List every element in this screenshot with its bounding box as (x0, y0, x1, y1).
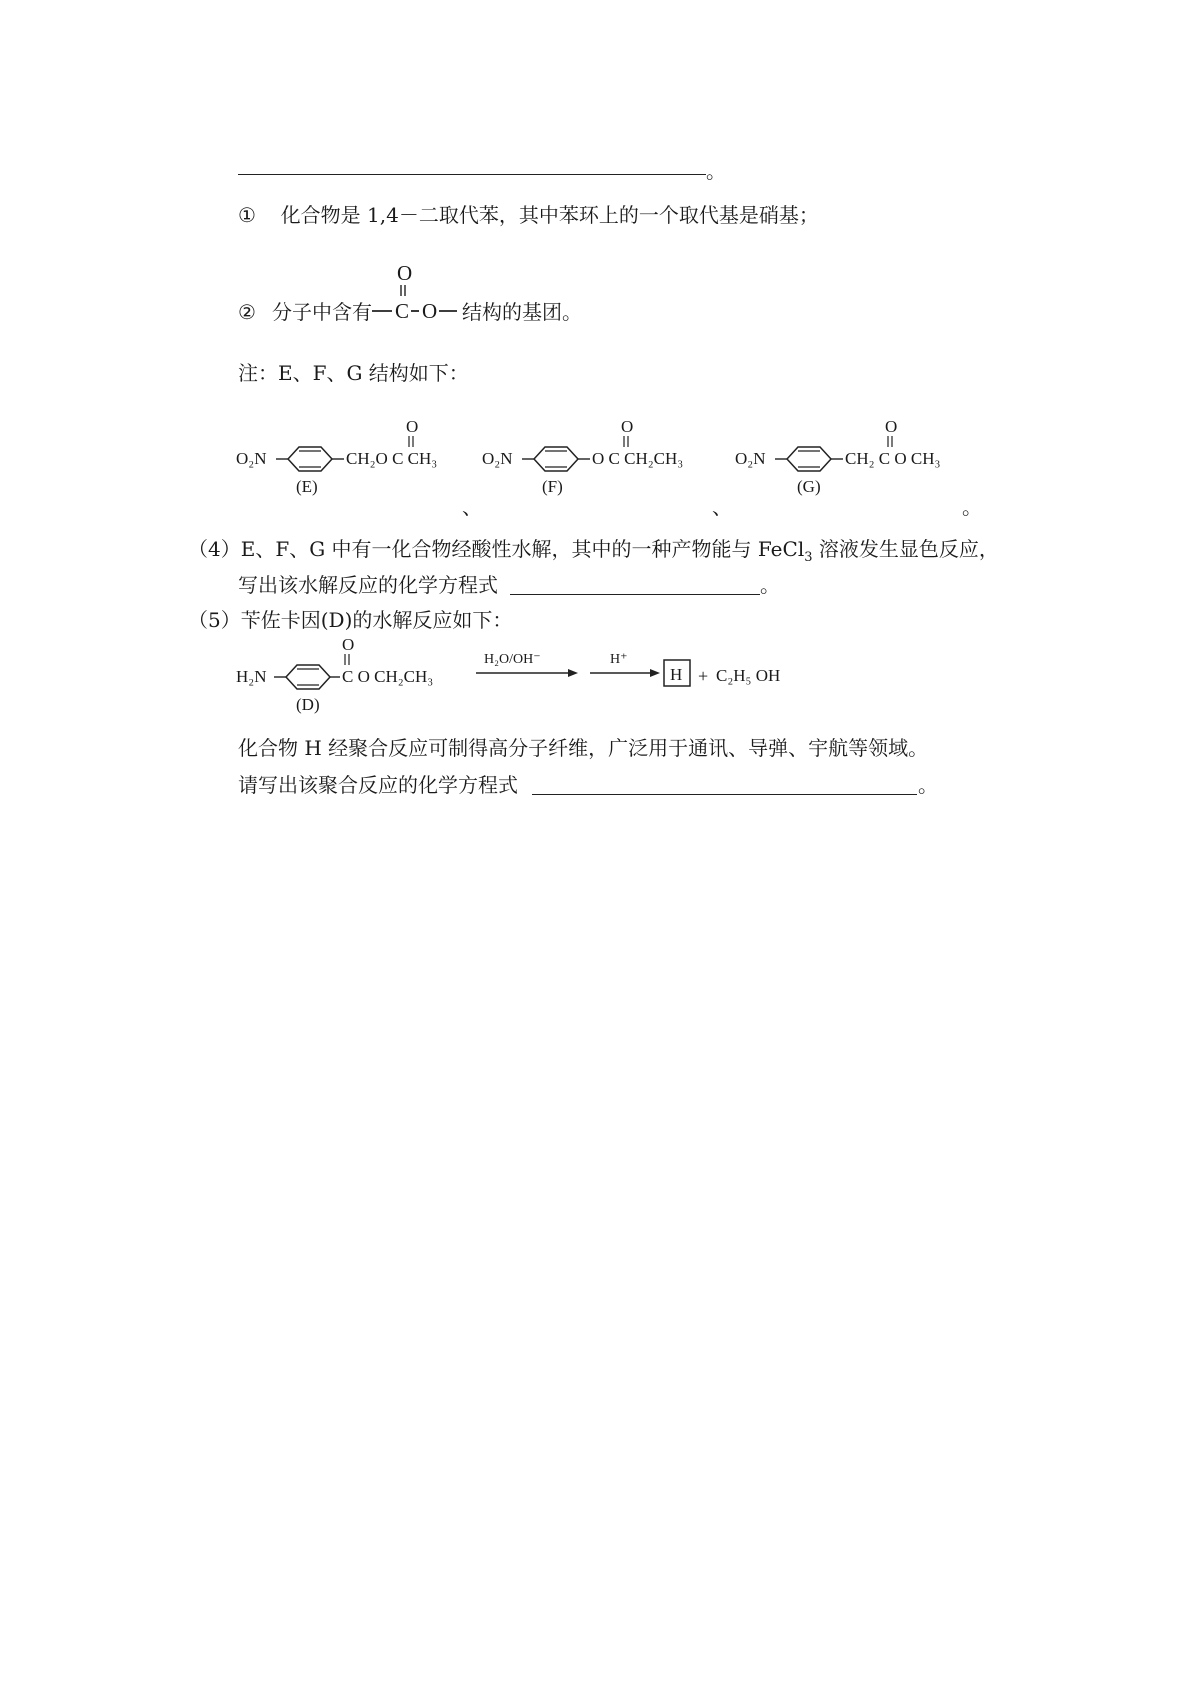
structure-F (482, 417, 722, 500)
D-carbonyl-O: O (342, 635, 355, 654)
q4-line1 (188, 536, 999, 571)
F-carbonyl-O: O (621, 417, 634, 436)
G-label: (G) (797, 477, 821, 496)
q5-intro: 苄佐卡因(D)的水解反应如下： (240, 608, 513, 632)
arrow2-label: H⁺ (610, 652, 628, 667)
ester-group-O-top: O (397, 261, 413, 285)
q4-text-b: 溶液发生显色反应， (812, 537, 999, 561)
q4-sub: 3 (804, 550, 813, 565)
condition-1-marker: ① (238, 203, 256, 227)
q4-line2: 写出该水解反应的化学方程式 (238, 573, 498, 597)
note-text: 注：E、F、G 结构如下： (238, 361, 469, 385)
q4-number: （4） (188, 537, 241, 561)
F-left-group: O₂N (482, 449, 513, 468)
E-label: (E) (296, 477, 318, 496)
E-right-group: CH₂O C CH₃ (346, 449, 438, 468)
product-H-label: H (670, 665, 683, 684)
q5-answer-blank[interactable] (532, 794, 917, 795)
condition-1-text: 化合物是 1,4－二取代苯，其中苯环上的一个取代基是硝基； (280, 203, 819, 227)
q4-end: 。 (760, 573, 780, 597)
G-carbonyl-O: O (885, 417, 898, 436)
D-left-group: H₂N (236, 667, 267, 686)
structure-separator-2: 、 (712, 495, 732, 519)
top-period: 。 (706, 159, 726, 183)
arrow1-label: H₂O/OH⁻ (484, 652, 541, 667)
condition-2-after: 结构的基团。 (462, 300, 582, 324)
answer-blank-top[interactable] (238, 174, 706, 175)
F-right-group: O C CH₂CH₃ (592, 449, 684, 468)
ester-group-C: C (395, 299, 410, 323)
D-label: (D) (296, 695, 320, 714)
q5-number: （5） (188, 608, 241, 632)
G-left-group: O₂N (735, 449, 766, 468)
condition-1 (238, 202, 819, 228)
structure-E (236, 417, 476, 500)
E-carbonyl-O: O (406, 417, 419, 436)
condition-2-before: 分子中含有 (272, 300, 372, 324)
benzocaine-hydrolysis-scheme (236, 635, 856, 718)
structures-end-period: 。 (962, 495, 982, 519)
q5-text2: 请写出该聚合反应的化学方程式 (238, 773, 518, 797)
E-left-group: O₂N (236, 449, 267, 468)
q4-text-a: E、F、G 中有一化合物经酸性水解，其中的一种产物能与 FeCl (240, 537, 805, 561)
structure-separator-1: 、 (462, 495, 482, 519)
ester-group-O: O (422, 299, 438, 323)
byproduct-ethanol: C₂H₅ OH (716, 666, 781, 685)
G-right-group: CH₂ C O CH₃ (845, 449, 941, 468)
q5-end: 。 (918, 773, 938, 797)
q4-answer-blank[interactable] (510, 594, 760, 595)
plus-sign: + (698, 666, 709, 686)
structure-G (735, 417, 995, 500)
q5-text1: 化合物 H 经聚合反应可制得高分子纤维，广泛用于通讯、导弹、宇航等领域。 (238, 736, 929, 760)
F-label: (F) (542, 477, 563, 496)
condition-2-marker: ② (238, 300, 256, 324)
ester-group-drawing (372, 258, 462, 328)
q5-intro-line (188, 607, 512, 633)
D-right-group: C O CH₂CH₃ (342, 667, 434, 686)
